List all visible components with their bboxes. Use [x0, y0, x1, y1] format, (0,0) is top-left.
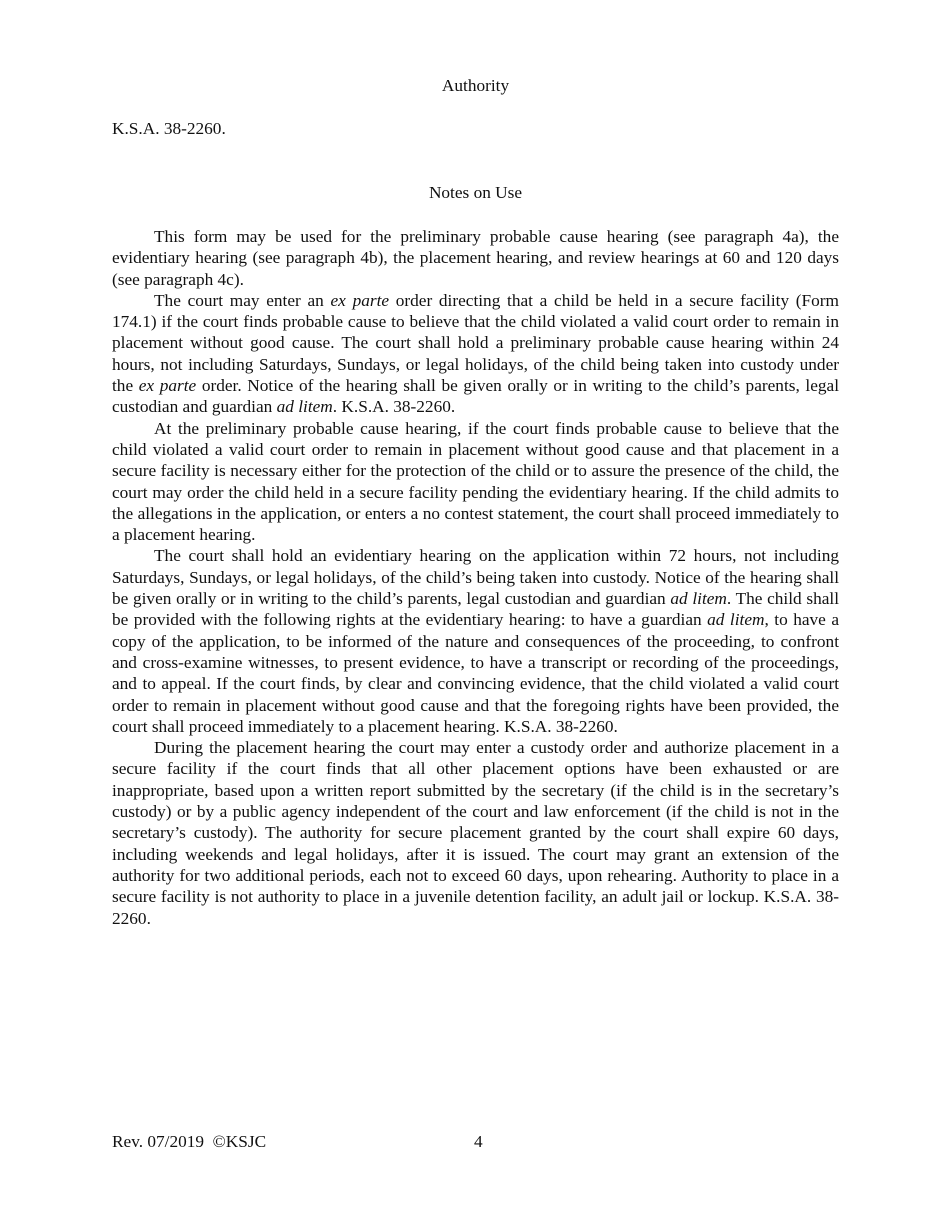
italic-term: ad litem [670, 589, 727, 609]
text-span: The court may enter an [154, 290, 331, 310]
notes-on-use-body [112, 226, 839, 929]
text-span: , to have a copy of the application, to be informed of the nature and consequences of the proceeding, to confront and cross-examine witnesses, to present evidence, to have a transcript or recording of the proceedings, and to appeal. If the court finds, by clear and convincing evidence, that the child violated a valid court order to remain in placement without good cause and that the foregoing rights have been provided, the court shall proceed immediately to a placement hearing. K.S.A. 38-2260. [112, 610, 839, 736]
text-span: order directing that a child be held in a secure facility (Form 174.1) if the court finds probable cause to believe that the child violated a valid court order to remain in placement without good cause. The court shall hold a preliminary probable cause hearing within 24 hours, not including Saturdays, Sundays, or legal holidays, of the child being taken into custody under the [112, 290, 839, 396]
text-span: . K.S.A. 38-2260. [332, 397, 456, 417]
authority-statute: K.S.A. 38-2260. [112, 119, 226, 138]
notes-paragraph-2 [112, 290, 839, 418]
notes-on-use-heading: Notes on Use [428, 183, 523, 202]
notes-paragraph-1: This form may be used for the preliminary probable cause hearing (see paragraph 4a), the evidentiary hearing (see paragraph 4b), the placement hearing, and review hearings at 60 and 120 days (see paragraph 4c). [112, 227, 839, 289]
revision-label: Rev. 07/2019 ©KSJC [112, 1132, 267, 1151]
page-number: 4 [474, 1132, 483, 1151]
authority-heading: Authority [441, 76, 510, 95]
italic-term: ex parte [330, 290, 390, 310]
notes-paragraph-4 [112, 545, 839, 737]
italic-term: ad litem [707, 610, 765, 630]
italic-term: ex parte [138, 376, 197, 396]
italic-term: ad litem [276, 397, 333, 417]
text-span: order. Notice of the hearing shall be given orally or in writing to the child’s parents, legal custodian and guardian [112, 376, 839, 417]
document-page [112, 0, 839, 1230]
text-span: . The child shall be provided with the following rights at the evidentiary hearing: to have a guardian [112, 589, 839, 630]
notes-paragraph-5: During the placement hearing the court may enter a custody order and authorize placement in a secure facility if the court finds that all other placement options have been exhausted or are inappropriate, based upon a written report submitted by the secretary (if the child is in the secretary’s custody) or by a public agency independent of the court and law enforcement (if the child is not in the secretary’s custody). The authority for secure placement granted by the court shall expire 60 days, including weekends and legal holidays, after it is issued. The court may grant an extension of the authority for two additional periods, each not to exceed 60 days, upon rehearing. Authority to place in a secure facility is not authority to place in a juvenile detention facility, an adult jail or lockup. K.S.A. 38-2260. [112, 738, 839, 928]
text-span: The court shall hold an evidentiary hearing on the application within 72 hours, not including Saturdays, Sundays, or legal holidays, of the child’s being taken into custody. Notice of the hearing shall be given orally or in writing to the child’s parents, legal custodian and guardian [112, 546, 839, 609]
notes-paragraph-3: At the preliminary probable cause hearing, if the court finds probable cause to believe that the child violated a valid court order to remain in placement without good cause and that placement in a secure facility is necessary either for the protection of the child or to assure the presence of the child, the court may order the child held in a secure facility pending the evidentiary hearing. If the child admits to the allegations in the application, or enters a no contest statement, the court shall proceed immediately to a placement hearing. [112, 418, 839, 545]
page-footer [112, 1131, 839, 1153]
